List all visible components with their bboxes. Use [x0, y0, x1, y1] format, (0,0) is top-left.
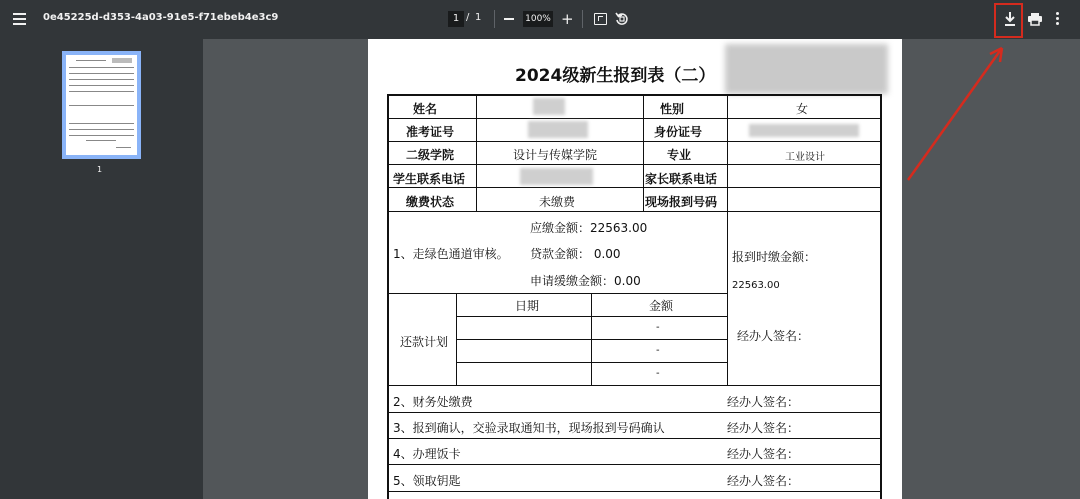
table-line [476, 94, 477, 211]
table-line [727, 94, 728, 385]
zoom-in-icon[interactable]: + [561, 10, 574, 28]
table-line [387, 187, 881, 188]
toolbar-divider [582, 10, 583, 28]
label-major: 专业 [667, 148, 692, 162]
label-college: 二级学院 [406, 148, 455, 162]
table-line [387, 118, 881, 119]
table-line [387, 141, 881, 142]
step-finance-sign: 经办人签名： [727, 395, 800, 409]
form-title: 2024级新生报到表（二） [515, 66, 716, 86]
annotation-arrow-icon [900, 38, 1010, 184]
table-line [387, 491, 881, 492]
step-key: 5、领取钥匙 [393, 474, 461, 488]
label-student-phone: 学生联系电话 [393, 172, 466, 186]
thumbnail-sidebar [0, 39, 203, 499]
table-border [387, 94, 881, 96]
table-line [387, 211, 881, 212]
label-id-no: 身份证号 [654, 125, 703, 139]
table-line [387, 164, 881, 165]
repay-row-amount: - [656, 368, 660, 379]
label-pay-status: 缴费状态 [406, 195, 455, 209]
label-gender: 性别 [660, 102, 685, 116]
value-pay-status: 未缴费 [539, 195, 576, 209]
download-highlight-box [994, 3, 1023, 38]
redacted-name [533, 98, 565, 115]
print-icon[interactable] [1028, 12, 1042, 26]
repay-label: 还款计划 [400, 335, 449, 349]
table-line [643, 94, 644, 211]
toolbar-divider [494, 10, 495, 28]
step-finance: 2、财务处缴费 [393, 395, 473, 409]
redacted-student-phone [520, 168, 593, 185]
label-exam-no: 准考证号 [406, 125, 455, 139]
label-parent-phone: 家长联系电话 [645, 172, 718, 186]
table-line [387, 385, 881, 386]
pdf-page [368, 39, 902, 499]
step-meal-card-sign: 经办人签名： [727, 447, 800, 461]
green-loan-amount: 贷款金额： 0.00 [530, 247, 621, 261]
rotate-icon[interactable] [615, 12, 629, 26]
step-meal-card: 4、办理饭卡 [393, 447, 461, 461]
table-line [456, 293, 457, 385]
paid-value: 22563.00 [732, 280, 780, 291]
redacted-exam-no [528, 121, 588, 138]
green-channel-label: 1、走绿色通道审核。 [393, 247, 509, 261]
green-due-amount: 应缴金额：22563.00 [530, 221, 648, 235]
page-separator: / [466, 12, 470, 23]
table-line [591, 293, 592, 385]
table-line [387, 293, 727, 294]
table-line [387, 438, 881, 439]
zoom-out-icon[interactable] [504, 18, 514, 20]
redacted-photo [725, 44, 888, 94]
table-border [880, 94, 882, 499]
repay-row-amount: - [656, 322, 660, 333]
step-confirm: 3、报到确认，交验录取通知书，现场报到号码确认 [393, 421, 665, 435]
paid-label: 报到时缴金额： [732, 250, 817, 264]
repay-col-amount: 金额 [649, 299, 674, 313]
pdf-toolbar [0, 0, 1080, 39]
more-options-icon[interactable] [1056, 12, 1060, 26]
table-border [387, 94, 389, 499]
table-line [387, 412, 881, 413]
repay-col-date: 日期 [515, 299, 540, 313]
page-number-input[interactable]: 1 [448, 11, 464, 27]
menu-icon[interactable] [12, 10, 30, 28]
table-line [387, 464, 881, 465]
thumbnail-page-number: 1 [97, 165, 103, 174]
fit-page-icon[interactable] [594, 13, 607, 25]
value-college: 设计与传媒学院 [513, 148, 598, 162]
redacted-id-no [749, 124, 859, 137]
page-thumbnail[interactable] [62, 51, 141, 159]
page-total: 1 [475, 12, 482, 23]
label-checkin-no: 现场报到号码 [645, 195, 718, 209]
value-major: 工业设计 [785, 152, 825, 163]
document-title: 0e45225d-d353-4a03-91e5-f71ebeb4e3c9 [43, 12, 279, 23]
green-signer: 经办人签名： [737, 329, 810, 343]
zoom-input[interactable]: 100% [523, 11, 553, 27]
repay-row-amount: - [656, 345, 660, 356]
step-confirm-sign: 经办人签名： [727, 421, 800, 435]
green-defer-amount: 申请缓缴金额：0.00 [530, 274, 641, 288]
label-name: 姓名 [413, 102, 438, 116]
step-key-sign: 经办人签名： [727, 474, 800, 488]
value-gender: 女 [796, 102, 809, 116]
